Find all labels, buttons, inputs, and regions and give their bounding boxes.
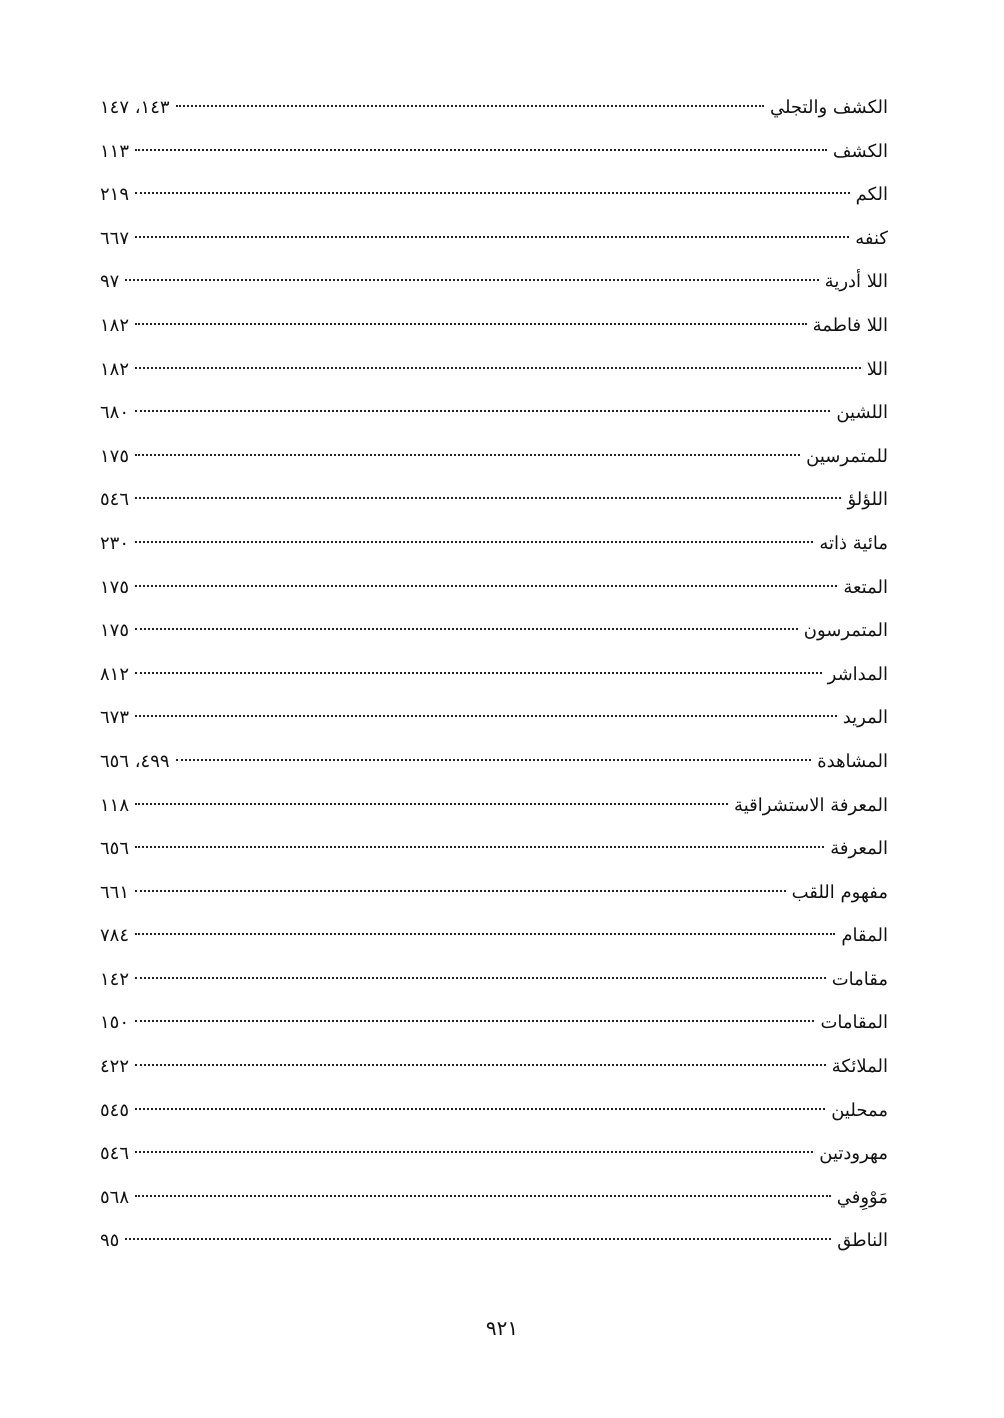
index-term: مقامات (831, 968, 888, 990)
index-entry (100, 86, 888, 130)
index-term: اللا (866, 358, 888, 380)
dot-leader (135, 367, 861, 369)
dot-leader (135, 1108, 825, 1110)
dot-leader (135, 672, 822, 674)
index-term: كنفه (855, 227, 888, 249)
index-page-refs: ٦٨٠ (100, 402, 130, 424)
index-term: الكشف (832, 140, 888, 162)
index-page-refs: ٦٦١ (100, 881, 130, 903)
index-page-refs: ٤٢٢ (100, 1056, 130, 1078)
index-term: المريد (842, 707, 888, 729)
index-page-refs: ٩٥ (100, 1230, 120, 1252)
index-page-refs: ٦٧٣ (100, 707, 130, 729)
index-entry (100, 173, 888, 217)
index-entry (100, 871, 888, 915)
index-entry (100, 827, 888, 871)
dot-leader (135, 410, 830, 412)
index-term: المتمرسون (803, 620, 888, 642)
index-page-refs: ٥٤٦ (100, 1143, 130, 1165)
dot-leader (135, 454, 800, 456)
index-term: اللشين (836, 402, 888, 424)
index-term: الكم (855, 184, 888, 206)
dot-leader (135, 541, 813, 543)
index-entry (100, 522, 888, 566)
index-entry (100, 217, 888, 261)
page-number: ٩٢١ (485, 1316, 519, 1340)
dot-leader (135, 803, 728, 805)
index-entry (100, 958, 888, 1002)
dot-leader (135, 497, 841, 499)
index-entry (100, 1045, 888, 1089)
dot-leader (135, 933, 835, 935)
index-entry (100, 1176, 888, 1220)
index-entry (100, 1219, 888, 1263)
index-term: اللا أدرية (824, 271, 888, 293)
index-entry (100, 609, 888, 653)
index-entry (100, 1089, 888, 1133)
dot-leader (135, 236, 849, 238)
index-term: مائية ذاته (819, 532, 888, 554)
dot-leader (135, 149, 827, 151)
index-entry (100, 566, 888, 610)
dot-leader (135, 977, 826, 979)
dot-leader (135, 846, 824, 848)
index-list (100, 86, 888, 1263)
index-page-refs: ٢٣٠ (100, 532, 130, 554)
index-entry (100, 653, 888, 697)
dot-leader (135, 1064, 826, 1066)
index-entry (100, 391, 888, 435)
index-page-refs: ٧٨٤ (100, 925, 130, 947)
index-page-refs: ٥٤٥ (100, 1099, 130, 1121)
dot-leader (135, 1151, 813, 1153)
index-entry (100, 130, 888, 174)
dot-leader (135, 192, 850, 194)
index-term: المعرفة (830, 838, 888, 860)
dot-leader (176, 759, 812, 761)
dot-leader (135, 323, 807, 325)
index-entry (100, 435, 888, 479)
index-page-refs: ٦٥٦ (100, 838, 130, 860)
index-page-refs: ١٨٢ (100, 314, 130, 336)
index-page-refs: ٢١٩ (100, 184, 130, 206)
index-term: المشاهدة (817, 750, 888, 772)
index-page-refs: ٨١٢ (100, 663, 130, 685)
index-entry (100, 784, 888, 828)
index-term: الناطق (837, 1230, 888, 1252)
dot-leader (135, 585, 837, 587)
index-term: المقام (841, 925, 888, 947)
index-term: ممحلين (831, 1099, 888, 1121)
index-term: مَوْوِفي (836, 1186, 888, 1208)
index-page-refs: ١٤٢ (100, 968, 130, 990)
index-entry (100, 740, 888, 784)
index-page-refs: ١٧٥ (100, 445, 130, 467)
index-term: مفهوم اللقب (791, 881, 888, 903)
dot-leader (135, 628, 798, 630)
index-page-refs: ٦٦٧ (100, 227, 130, 249)
index-term: للمتمرسين (806, 445, 888, 467)
index-entry (100, 304, 888, 348)
index-page-refs: ١٤٣، ١٤٧ (100, 97, 170, 118)
index-entry (100, 260, 888, 304)
index-term: اللا فاطمة (812, 314, 888, 336)
dot-leader (125, 1238, 831, 1240)
index-entry (100, 914, 888, 958)
index-page-refs: ٩٧ (100, 271, 120, 293)
index-term: الكشف والتجلي (769, 97, 888, 118)
index-page-refs: ١٧٥ (100, 620, 130, 642)
index-entry (100, 696, 888, 740)
index-term: اللؤلؤ (847, 489, 888, 511)
index-term: المداشر (827, 663, 888, 685)
index-entry (100, 1001, 888, 1045)
index-term: الملائكة (831, 1056, 888, 1078)
index-term: المتعة (843, 576, 888, 598)
dot-leader (135, 1020, 814, 1022)
index-page-refs: ١٧٥ (100, 576, 130, 598)
index-page-refs: ٤٩٩، ٦٥٦ (100, 750, 170, 772)
index-entry (100, 348, 888, 392)
dot-leader (125, 279, 818, 281)
index-entry (100, 478, 888, 522)
dot-leader (176, 105, 764, 107)
index-term: مهرودتين (819, 1143, 888, 1165)
index-page-refs: ١١٨ (100, 794, 130, 816)
index-page-refs: ١١٣ (100, 140, 130, 162)
dot-leader (135, 715, 837, 717)
index-term: المقامات (820, 1012, 888, 1034)
dot-leader (135, 890, 786, 892)
index-term: المعرفة الاستشراقية (734, 794, 888, 816)
index-page-refs: ٥٦٨ (100, 1186, 130, 1208)
index-page-refs: ١٨٢ (100, 358, 130, 380)
index-entry (100, 1132, 888, 1176)
index-page-refs: ١٥٠ (100, 1012, 130, 1034)
dot-leader (135, 1195, 831, 1197)
index-page-refs: ٥٤٦ (100, 489, 130, 511)
